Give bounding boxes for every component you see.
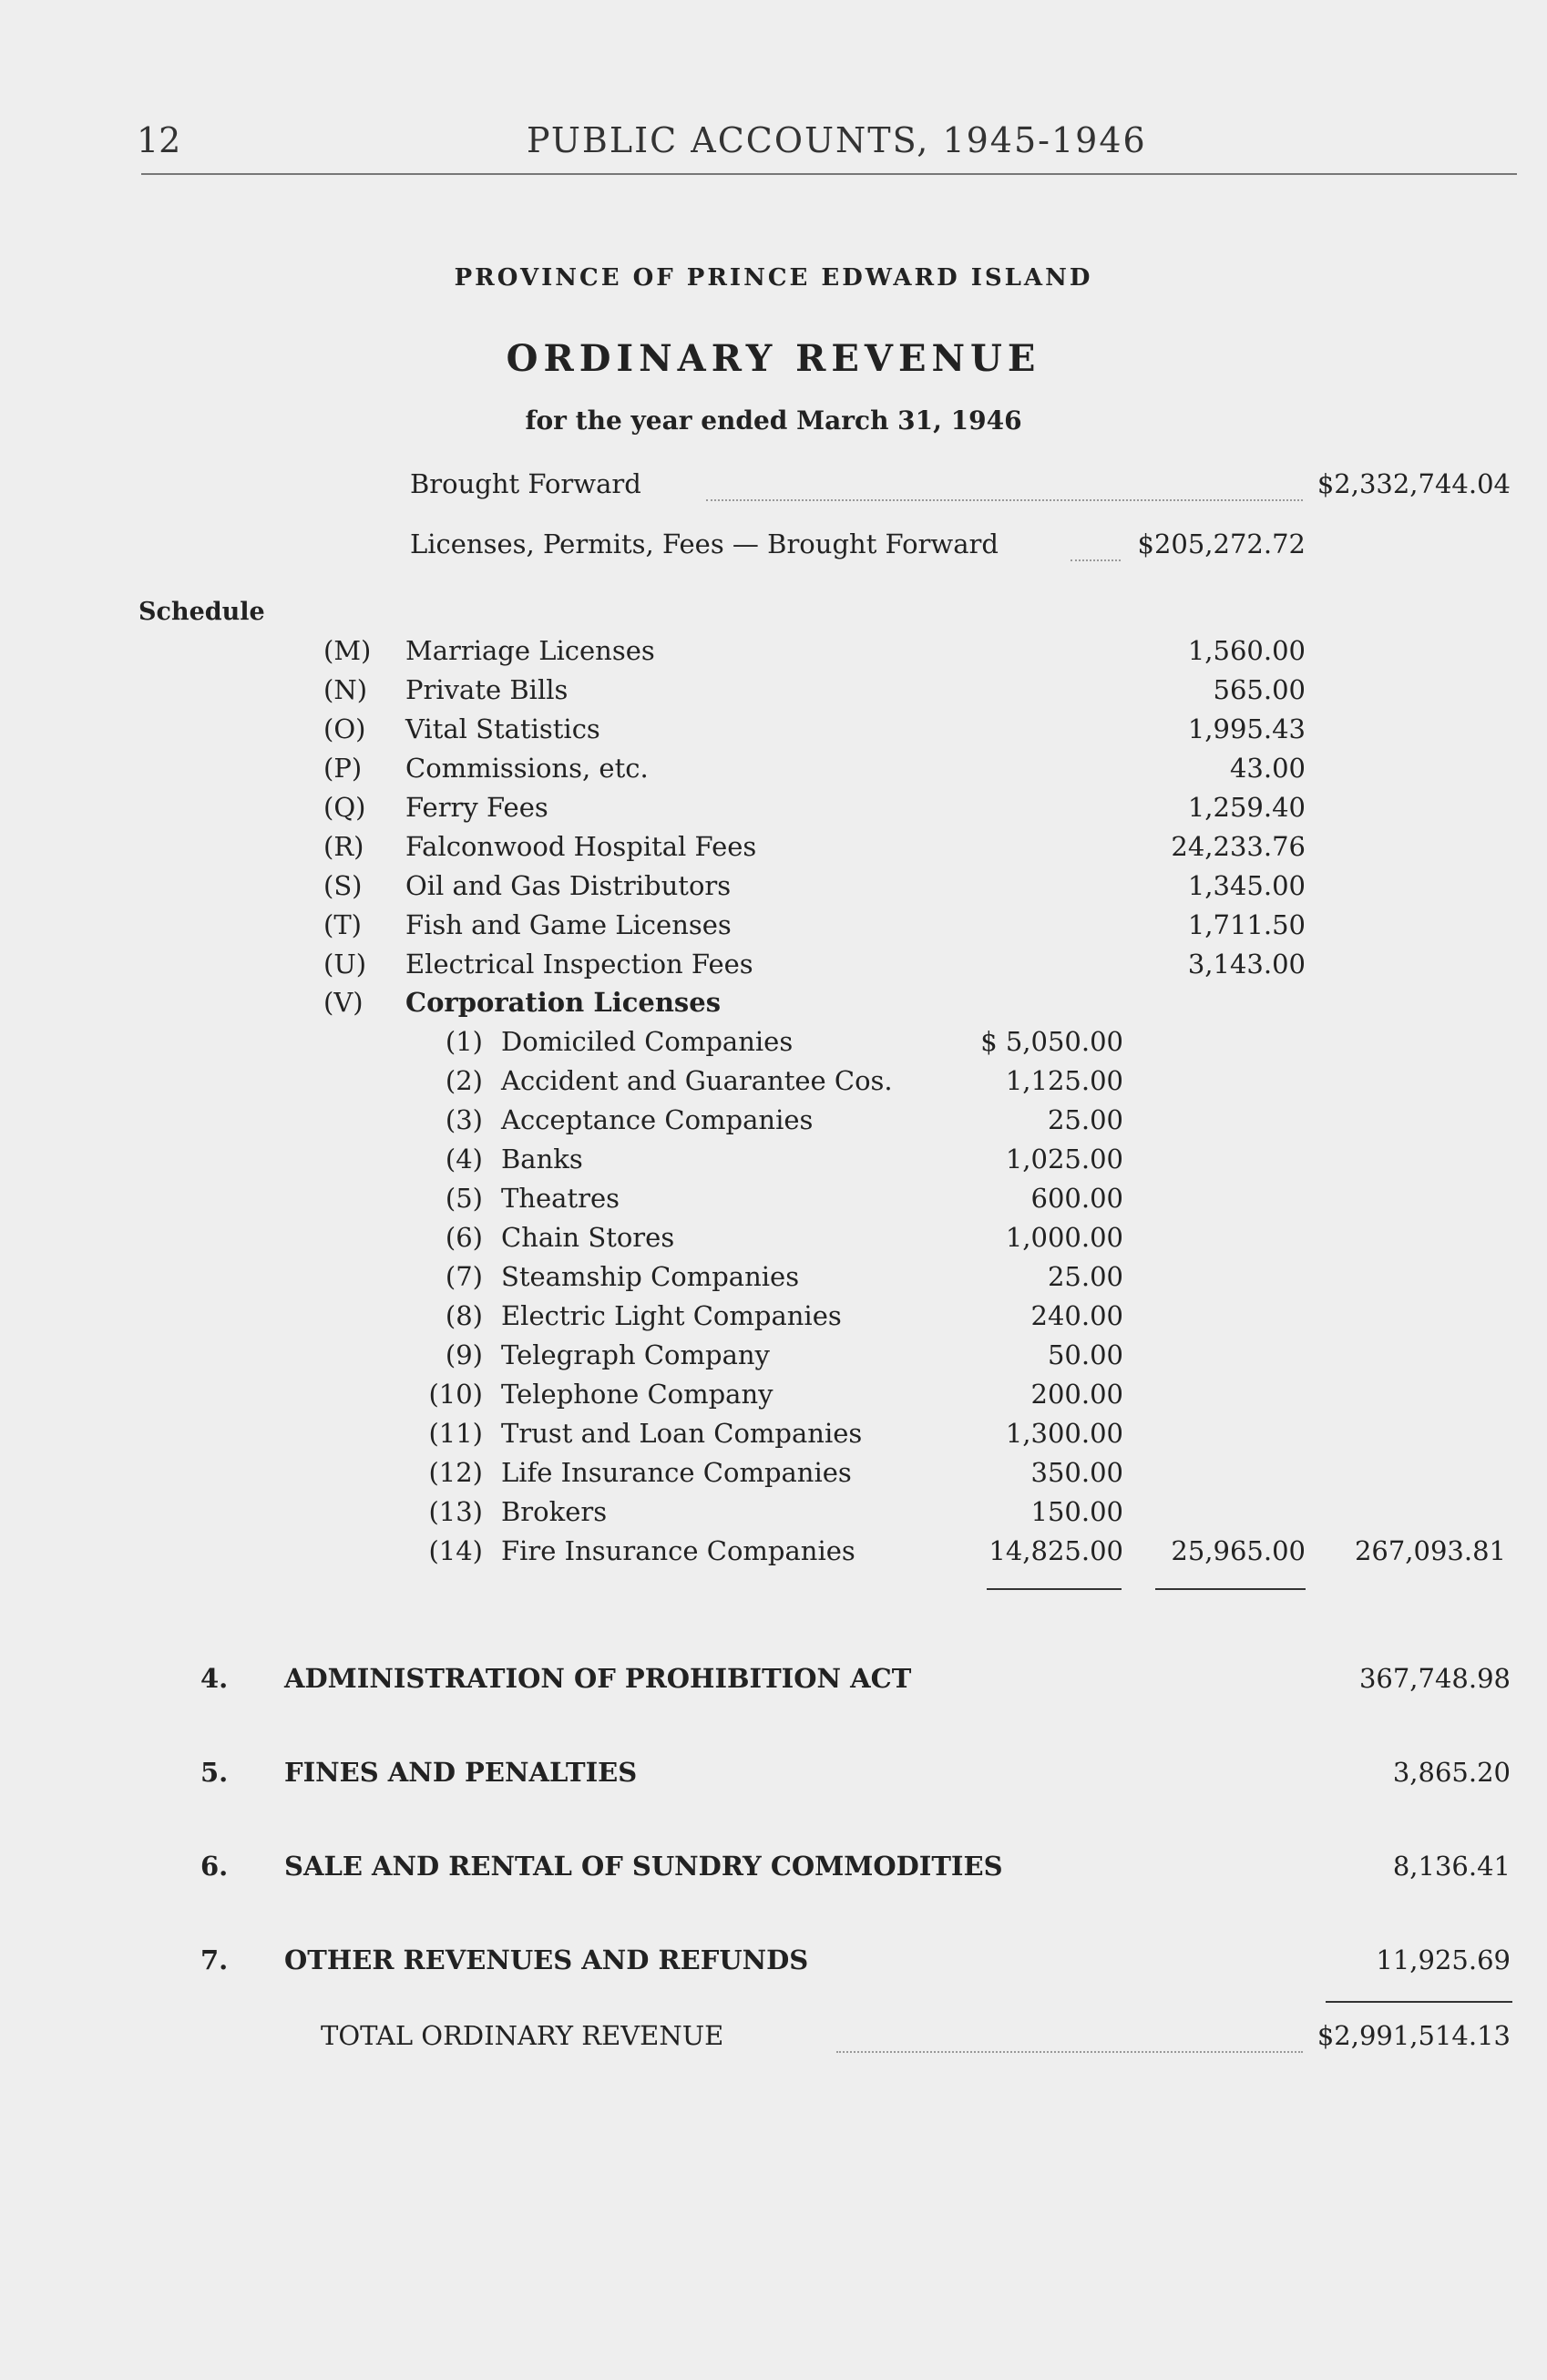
schedule-item-amount: 43.00	[1229, 753, 1306, 784]
corporation-item-label: Life Insurance Companies	[501, 1457, 852, 1488]
corporation-item-number: (3)	[445, 1104, 483, 1135]
corporation-item-label: Fire Insurance Companies	[501, 1535, 855, 1566]
schedule-code: (Q)	[323, 792, 366, 823]
schedule-item-amount: 1,995.43	[1187, 713, 1306, 744]
document-title: ORDINARY REVENUE	[506, 337, 1041, 380]
schedule-item-amount: 1,560.00	[1187, 635, 1306, 666]
schedule-item-label: Falconwood Hospital Fees	[405, 831, 757, 862]
corporation-item-number: (12)	[428, 1457, 483, 1488]
corporation-item-number: (11)	[428, 1418, 483, 1449]
corporation-item-number: (2)	[445, 1065, 483, 1096]
corporation-item-number: (13)	[428, 1496, 483, 1527]
corporation-item-number: (4)	[445, 1144, 483, 1175]
corporation-item-amount: 1,000.00	[1005, 1222, 1123, 1253]
corporation-item-number: (5)	[445, 1183, 483, 1214]
corporation-item-label: Acceptance Companies	[501, 1104, 814, 1135]
schedule-item-amount: 24,233.76	[1171, 831, 1306, 862]
schedule-item-amount: 1,345.00	[1187, 870, 1306, 901]
corporation-item-amount: 25.00	[1047, 1261, 1123, 1292]
corporation-item-label: Domiciled Companies	[501, 1026, 794, 1057]
schedule-item-label: Ferry Fees	[405, 792, 548, 823]
corporation-item-amount: 1,300.00	[1005, 1418, 1123, 1449]
schedule-code: (O)	[323, 713, 366, 744]
section-number: 7.	[200, 1944, 229, 1975]
leader-dots	[706, 499, 1303, 501]
schedule-code: (P)	[323, 753, 363, 784]
brought-forward-label: Brought Forward	[410, 468, 641, 499]
corporation-item-label: Banks	[501, 1144, 583, 1175]
corporation-licenses-heading: Corporation Licenses	[405, 987, 722, 1018]
corporation-item-number: (9)	[445, 1339, 483, 1370]
section-amount: 11,925.69	[1376, 1944, 1511, 1975]
schedule-code: (M)	[323, 635, 372, 666]
corporation-item-number: (14)	[428, 1535, 483, 1566]
corporation-item-amount: 240.00	[1030, 1300, 1123, 1331]
schedule-item-amount: 565.00	[1213, 674, 1306, 705]
schedule-code: (S)	[323, 870, 363, 901]
schedule-item-label: Commissions, etc.	[405, 753, 649, 784]
header-rule	[141, 173, 1517, 175]
total-rule	[1326, 2001, 1512, 2003]
subtotal-rule	[1155, 1588, 1306, 1590]
section-number: 5.	[200, 1757, 229, 1788]
corporation-item-amount: $ 5,050.00	[980, 1026, 1123, 1057]
schedule-item-label: Electrical Inspection Fees	[405, 949, 753, 980]
section-amount: 3,865.20	[1392, 1757, 1511, 1788]
schedule-item-label: Oil and Gas Distributors	[405, 870, 732, 901]
corporation-item-label: Steamship Companies	[501, 1261, 800, 1292]
schedule-item-label: Private Bills	[405, 674, 569, 705]
corporation-item-amount: 600.00	[1030, 1183, 1123, 1214]
corporation-item-label: Chain Stores	[501, 1222, 675, 1253]
schedule-item-amount: 1,711.50	[1187, 909, 1306, 940]
section-number: 4.	[200, 1663, 229, 1694]
leader-dots	[1071, 559, 1121, 561]
corporation-item-amount: 1,125.00	[1005, 1065, 1123, 1096]
subtotal-rule	[987, 1588, 1122, 1590]
corporation-item-amount: 200.00	[1030, 1379, 1123, 1410]
total-ordinary-label: TOTAL ORDINARY REVENUE	[321, 2020, 724, 2051]
schedule-code: (T)	[323, 909, 362, 940]
corporation-item-amount: 14,825.00	[989, 1535, 1123, 1566]
corporation-item-label: Electric Light Companies	[501, 1300, 842, 1331]
corporation-item-amount: 150.00	[1030, 1496, 1123, 1527]
corporation-item-number: (10)	[428, 1379, 483, 1410]
corporation-item-number: (1)	[445, 1026, 483, 1057]
total-ordinary-amount: $2,991,514.13	[1316, 2020, 1511, 2051]
corporation-item-amount: 1,025.00	[1005, 1144, 1123, 1175]
corporation-item-amount: 350.00	[1030, 1457, 1123, 1488]
corporation-item-label: Telegraph Company	[501, 1339, 770, 1370]
section-label: SALE AND RENTAL OF SUNDRY COMMODITIES	[284, 1851, 1003, 1882]
brought-forward-amount: $2,332,744.04	[1316, 468, 1511, 499]
section-amount: 8,136.41	[1392, 1851, 1511, 1882]
schedule-item-amount: 1,259.40	[1187, 792, 1306, 823]
corporation-item-label: Accident and Guarantee Cos.	[501, 1065, 893, 1096]
section-label: FINES AND PENALTIES	[284, 1757, 638, 1788]
leader-dots	[836, 2051, 1303, 2053]
schedule-code: (V)	[323, 987, 364, 1018]
licenses-forward-amount: $205,272.72	[1137, 528, 1306, 559]
running-header-title: PUBLIC ACCOUNTS, 1945-1946	[527, 120, 1147, 160]
section-number: 6.	[200, 1851, 229, 1882]
schedule-item-label: Fish and Game Licenses	[405, 909, 732, 940]
corporation-item-label: Theatres	[501, 1183, 620, 1214]
schedule-item-label: Marriage Licenses	[405, 635, 655, 666]
province-heading: PROVINCE OF PRINCE EDWARD ISLAND	[454, 264, 1093, 292]
schedule-code: (R)	[323, 831, 364, 862]
corporation-item-number: (7)	[445, 1261, 483, 1292]
section-label: ADMINISTRATION OF PROHIBITION ACT	[284, 1663, 912, 1694]
section-label: OTHER REVENUES AND REFUNDS	[284, 1944, 809, 1975]
corporation-item-label: Trust and Loan Companies	[501, 1418, 863, 1449]
corporation-item-label: Brokers	[501, 1496, 608, 1527]
schedule-label: Schedule	[138, 598, 265, 626]
schedule-item-label: Vital Statistics	[405, 713, 600, 744]
schedule-code: (N)	[323, 674, 368, 705]
licenses-forward-label: Licenses, Permits, Fees — Brought Forward	[410, 528, 999, 559]
corporation-subtotal: 25,965.00	[1171, 1535, 1306, 1566]
licenses-total: 267,093.81	[1354, 1535, 1506, 1566]
schedule-item-amount: 3,143.00	[1187, 949, 1306, 980]
corporation-item-label: Telephone Company	[501, 1379, 774, 1410]
corporation-item-amount: 50.00	[1047, 1339, 1123, 1370]
corporation-item-number: (6)	[445, 1222, 483, 1253]
corporation-item-number: (8)	[445, 1300, 483, 1331]
document-subtitle: for the year ended March 31, 1946	[525, 405, 1022, 436]
section-amount: 367,748.98	[1358, 1663, 1511, 1694]
schedule-code: (U)	[323, 949, 367, 980]
page-number: 12	[137, 120, 181, 160]
corporation-item-amount: 25.00	[1047, 1104, 1123, 1135]
